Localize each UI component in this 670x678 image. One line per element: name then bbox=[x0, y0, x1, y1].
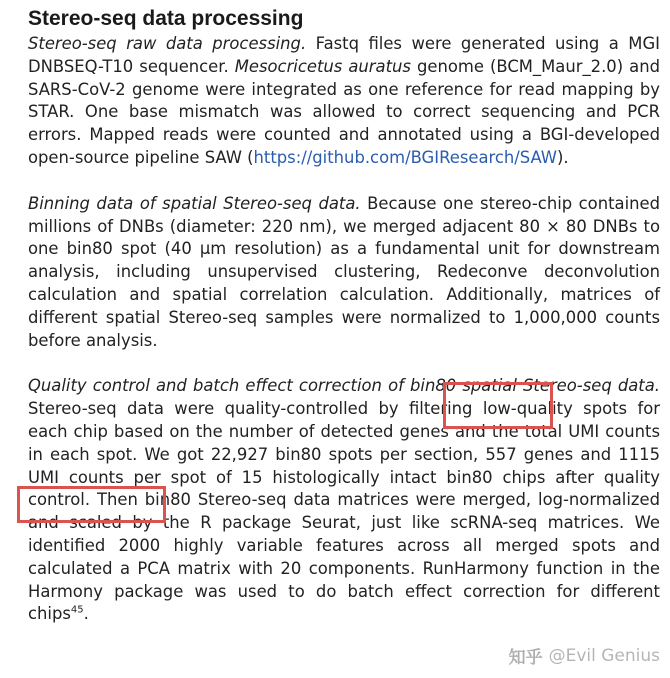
paragraph-text: Because one stereo-chip contained millions of DNBs (diameter: 220 nm), we merged adjacent 80 × 80 DNBs to one bin80 spot (40 µm resolution) as a fundamental unit for downstream analysis, including unsupervised clustering, Redeconve deconvolution calculation and spatial correlation calculation. Additionally, matrices of different spatial Stereo-seq samples were normalized to 1,000,000 counts before analysis. bbox=[28, 193, 661, 350]
paragraph-raw-data-processing bbox=[28, 33, 660, 170]
reference-superscript[interactable]: 45 bbox=[70, 604, 84, 616]
paragraph-text: genome (BCM_Maur_2.0) and SARS-CoV-2 genome were integrated as one reference for read mapping by STAR. One base mismatch was allowed to correct sequencing and PCR errors. Mapped reads were counted and annotated using a BGI-developed open-source pipeline SAW ( bbox=[28, 56, 660, 167]
watermark bbox=[509, 643, 660, 668]
zhihu-logo: 知乎 bbox=[508, 648, 543, 668]
paragraph-lead: Stereo-seq raw data processing. bbox=[28, 34, 307, 53]
paragraph-text: ). bbox=[557, 147, 569, 167]
paragraph-quality-control bbox=[28, 375, 660, 626]
paragraph-lead: Quality control and batch effect correction of bin80 spatial Stereo-seq data. bbox=[28, 376, 660, 396]
paragraph-lead: Binning data of spatial Stereo-seq data. bbox=[28, 193, 361, 213]
paper-section bbox=[28, 6, 660, 626]
github-link[interactable]: https://github.com/BGIResearch/SAW bbox=[253, 147, 558, 167]
paragraph-binning bbox=[28, 193, 660, 353]
paragraph-text: Fastq files were generated using a MGI DNBSEQ-T10 sequencer. bbox=[28, 34, 660, 76]
paragraph-text: Stereo-seq data were quality-controlled by filtering low-quality spots for each chip based on the number of detected genes and the total UMI counts in each spot. We got 22,927 bin80 spots per section, 557 genes and 1115 UMI counts per spot of 15 histologically intact bin80 chips after quality control. Then bin80 Stereo-seq data matrices were merged, log-normalized and scaled by the R package Seurat, just like scRNA-seq matrices. We identified 2000 highly variable features across all merged spots and calculated a PCA matrix with 20 components. RunHarmony function in the Harmony package was used to do batch effect correction for different chips bbox=[28, 399, 660, 624]
paragraph-text: . bbox=[83, 604, 89, 624]
species-name: Mesocricetus auratus bbox=[234, 56, 411, 76]
watermark-text: @Evil Genius bbox=[548, 645, 660, 666]
section-title: Stereo-seq data processing bbox=[28, 7, 304, 30]
